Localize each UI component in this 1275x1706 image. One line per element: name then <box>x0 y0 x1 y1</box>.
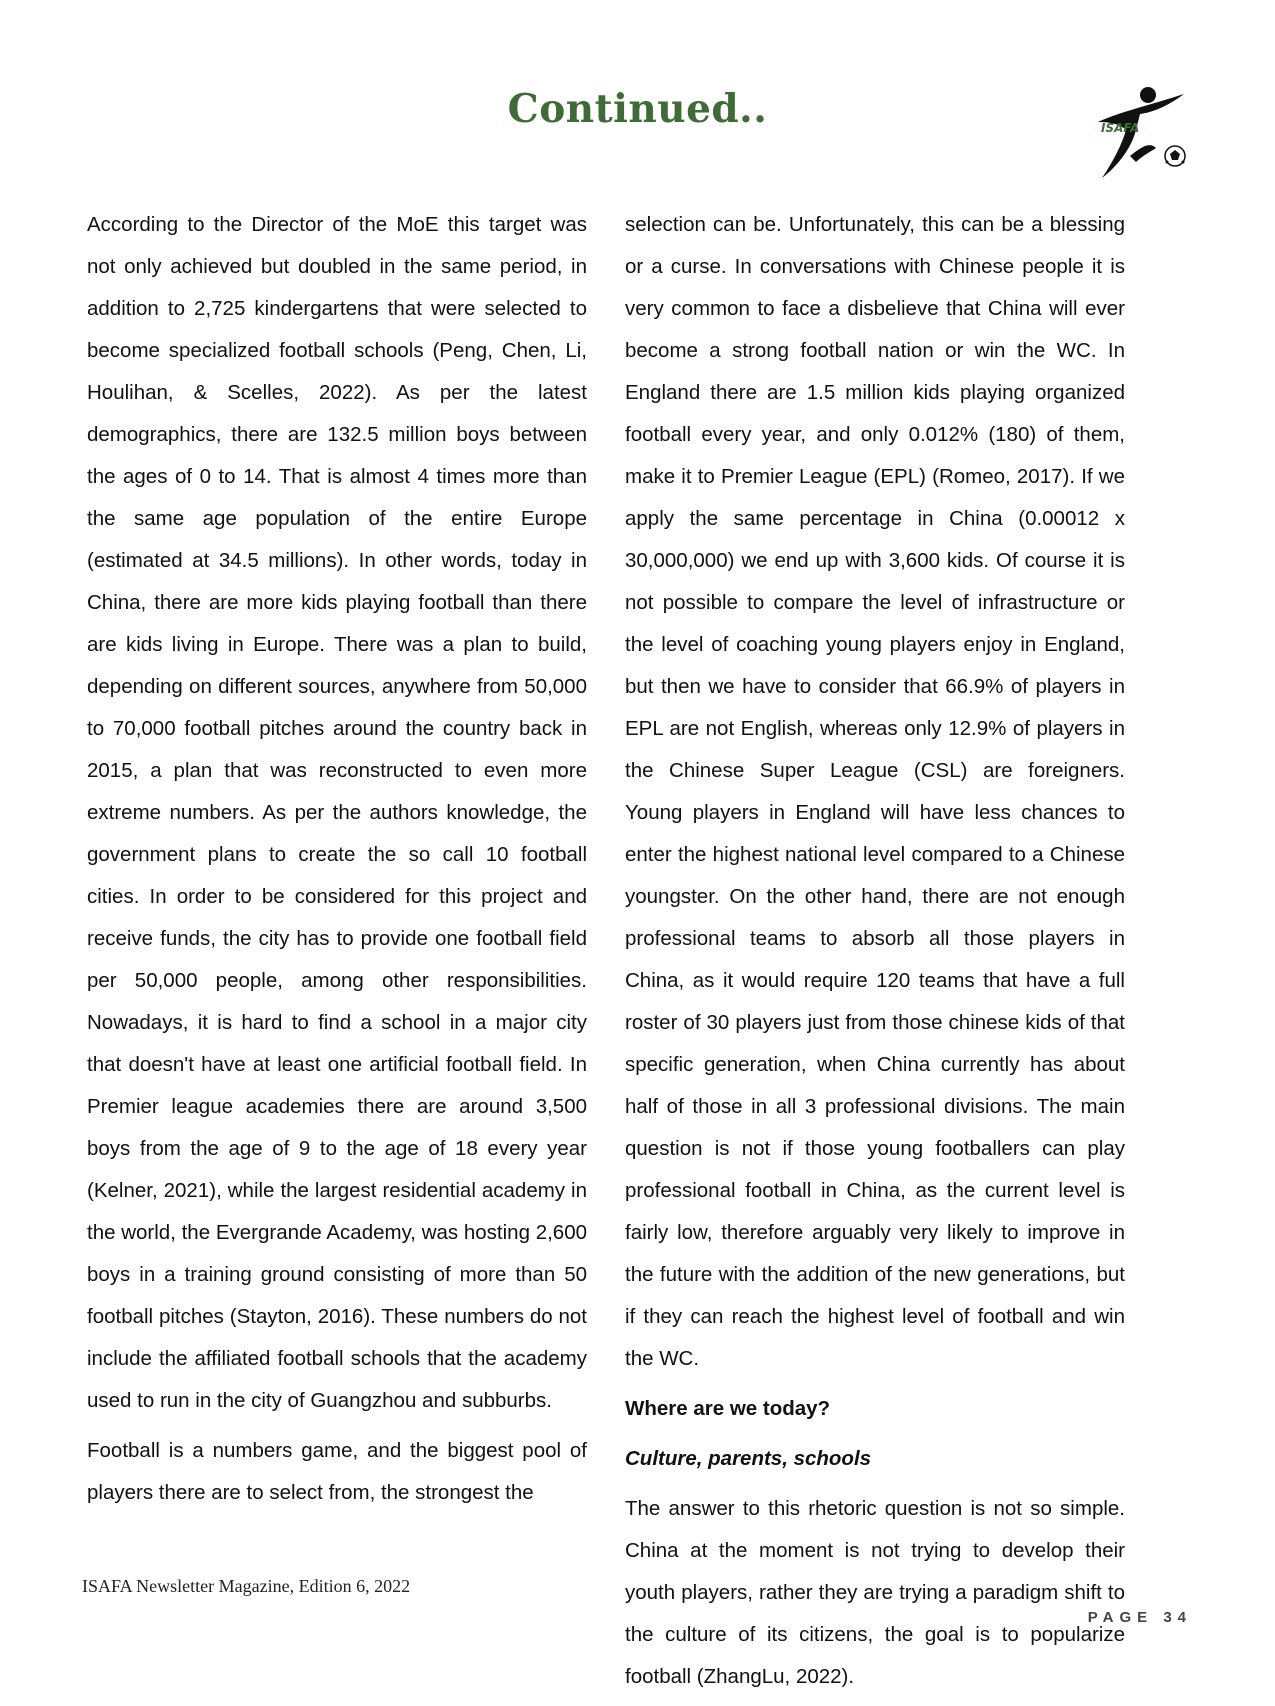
right-column <box>625 204 1125 1706</box>
body-paragraph: According to the Director of the MoE this target was not only achieved but doubled in the same period, in addition to 2,725 kindergartens that were selected to become specialized football schools (Peng, Chen, Li, Houlihan, & Scelles, 2022). As per the latest demographics, there are 132.5 million boys between the ages of 0 to 14. That is almost 4 times more than the same age population of the entire Europe (estimated at 34.5 millions). In other words, today in China, there are more kids playing football than there are kids living in Europe. There was a plan to build, depending on different sources, anywhere from 50,000 to 70,000 football pitches around the country back in 2015, a plan that was reconstructed to even more extreme numbers. As per the authors knowledge, the government plans to create the so call 10 football cities. In order to be considered for this project and receive funds, the city has to provide one football field per 50,000 people, among other responsibilities. Nowadays, it is hard to find a school in a major city that doesn't have at least one artificial football field. In Premier league academies there are around 3,500 boys from the age of 9 to the age of 18 every year (Kelner, 2021), while the largest residential academy in the world, the Evergrande Academy, was hosting 2,600 boys in a training ground consisting of more than 50 football pitches (Stayton, 2016). These numbers do not include the affiliated football schools that the academy used to run in the city of Guangzhou and subburbs. <box>87 213 587 1412</box>
page-title: Continued.. <box>507 86 768 132</box>
logo-text: ISAFA <box>1101 121 1140 135</box>
body-paragraph: Football is a numbers game, and the biggest pool of players there are to select from, the strongest the <box>87 1439 587 1504</box>
left-column <box>87 204 587 1522</box>
section-subheading: Culture, parents, schools <box>625 1447 872 1470</box>
body-paragraph: selection can be. Unfortunately, this can be a blessing or a curse. In conversations with Chinese people it is very common to face a disbelieve that China will ever become a strong football nation or win the WC. In England there are 1.5 million kids playing organized football every year, and only 0.012% (180) of them, make it to Premier League (EPL) (Romeo, 2017). If we apply the same percentage in China (0.00012 x 30,000,000) we end up with 3,600 kids. Of course it is not possible to compare the level of infrastructure or the level of coaching young players enjoy in England, but then we have to consider that 66.9% of players in EPL are not English, whereas only 12.9% of players in the Chinese Super League (CSL) are foreigners. Young players in England will have less chances to enter the highest national level compared to a Chinese youngster. On the other hand, there are not enough professional teams to absorb all those players in China, as it would require 120 teams that have a full roster of 30 players just from those chinese kids of that specific generation, when China currently has about half of those in all 3 professional divisions. The main question is not if those young footballers can play professional football in China, as the current level is fairly low, therefore arguably very likely to improve in the future with the addition of the new generations, but if they can reach the highest level of football and win the WC. <box>625 213 1125 1370</box>
section-heading: Where are we today? <box>625 1397 831 1420</box>
isafa-logo <box>1080 86 1190 186</box>
footer-publication: ISAFA Newsletter Magazine, Edition 6, 2022 <box>82 1576 411 1596</box>
page-number: PAGE 34 <box>1087 1609 1192 1626</box>
body-paragraph: The answer to this rhetoric question is not so simple. China at the moment is not trying to develop their youth players, rather they are trying a paradigm shift to the culture of its citizens, the goal is to popularize football (ZhangLu, 2022). <box>625 1497 1125 1688</box>
